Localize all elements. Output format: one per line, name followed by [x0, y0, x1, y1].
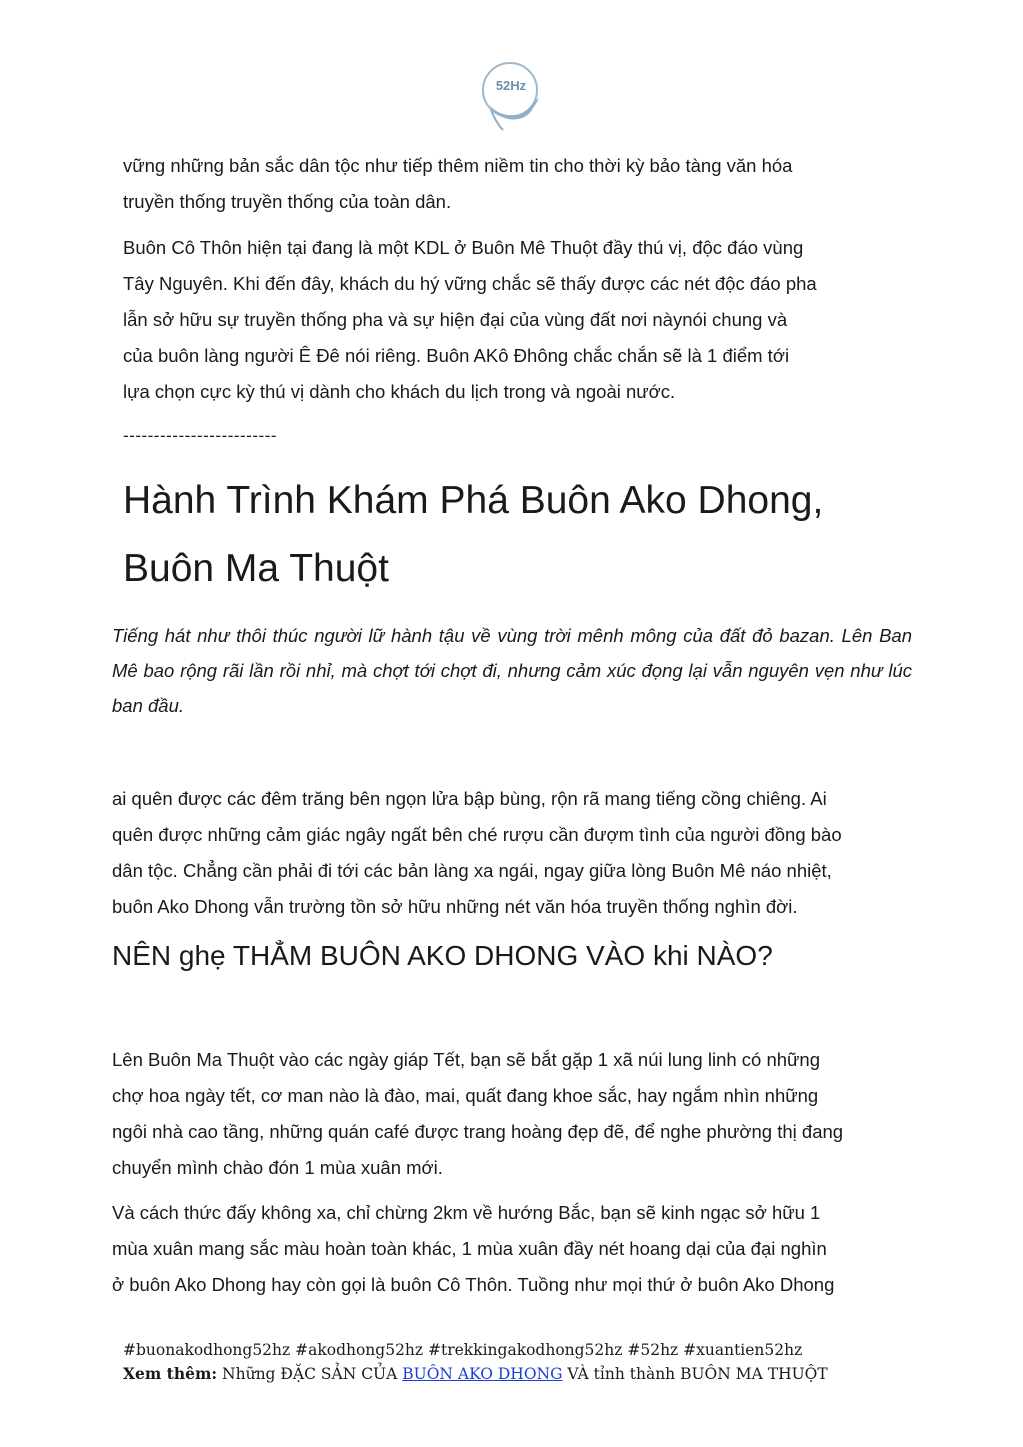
paragraph-line: ở buôn Ako Dhong hay còn gọi là buôn Cô Thôn. Tuồng như mọi thứ ở buôn Ako Dhong: [112, 1274, 835, 1295]
paragraph-line: vững những bản sắc dân tộc như tiếp thêm niềm tin cho thời kỳ bảo tàng văn hóa: [123, 155, 793, 176]
paragraph-1: [123, 148, 913, 220]
paragraph-5: [112, 1195, 912, 1303]
intro-text: Tiếng hát như thôi thúc người lữ hành tậu về vùng trời mênh mông của đất đỏ bazan. Lên Ban Mê bao rộng rãi lần rồi nhỉ, mà chợt tới chợt đi, nhưng cảm xúc đọng lại vẫn nguyên vẹn như lúc ban đầu.: [112, 625, 912, 716]
paragraph-line: dân tộc. Chẳng cần phải đi tới các bản làng xa ngái, ngay giữa lòng Buôn Mê náo nhiệt,: [112, 860, 832, 881]
paragraph-2: [123, 230, 913, 410]
paragraph-line: Buôn Cô Thôn hiện tại đang là một KDL ở Buôn Mê Thuột đầy thú vị, độc đáo vùng: [123, 237, 804, 258]
logo: [477, 60, 545, 134]
footer-see-more: [123, 1362, 828, 1386]
logo-text: 52Hz: [495, 78, 527, 93]
paragraph-line: ngôi nhà cao tầng, những quán café được trang hoàng đẹp đẽ, để nghe phường thị đang: [112, 1121, 844, 1142]
divider: -------------------------: [123, 426, 278, 445]
page-title: [123, 467, 913, 603]
buon-ako-dhong-link[interactable]: BUÔN AKO DHONG: [402, 1365, 563, 1383]
paragraph-line: Tây Nguyên. Khi đến đây, khách du hý vững chắc sẽ thấy được các nét độc đáo pha: [123, 273, 817, 294]
paragraph-line: Và cách thức đấy không xa, chỉ chừng 2km về hướng Bắc, bạn sẽ kinh ngạc sở hữu 1: [112, 1202, 821, 1223]
paragraph-4: [112, 1042, 912, 1186]
paragraph-line: chuyển mình chào đón 1 mùa xuân mới.: [112, 1157, 443, 1178]
paragraph-line: lựa chọn cực kỳ thú vị dành cho khách du lịch trong và ngoài nước.: [123, 381, 676, 402]
paragraph-line: truyền thống truyền thống của toàn dân.: [123, 191, 452, 212]
footer: [123, 1338, 828, 1386]
paragraph-line: Lên Buôn Ma Thuột vào các ngày giáp Tết, bạn sẽ bắt gặp 1 xã núi lung linh có những: [112, 1049, 821, 1070]
see-more-after: VÀ tỉnh thành BUÔN MA THUỘT: [562, 1365, 828, 1383]
footer-hashtags: #buonakodhong52hz #akodhong52hz #trekkingakodhong52hz #52hz #xuantien52hz: [123, 1341, 803, 1359]
paragraph-line: lẫn sở hữu sự truyền thống pha và sự hiện đại của vùng đất nơi nàynói chung và: [123, 309, 788, 330]
whale-logo-icon: [477, 60, 545, 134]
section-heading: NÊN ghẹ THẲM BUÔN AKO DHONG VÀO khi NÀO?: [112, 940, 773, 971]
paragraph-line: buôn Ako Dhong vẫn trường tồn sở hữu những nét văn hóa truyền thống nghìn đời.: [112, 896, 798, 917]
paragraph-line: chợ hoa ngày tết, cơ man nào là đào, mai, quất đang khoe sắc, hay ngắm nhìn những: [112, 1085, 819, 1106]
see-more-label: Xem thêm:: [123, 1364, 218, 1383]
paragraph-line: của buôn làng người Ê Đê nói riêng. Buôn AKô Đhông chắc chắn sẽ là 1 điểm tới: [123, 345, 790, 366]
title-line: Hành Trình Khám Phá Buôn Ako Dhong,: [123, 479, 824, 522]
paragraph-line: quên được những cảm giác ngây ngất bên ché rượu cần đượm tình của người đồng bào: [112, 824, 842, 845]
paragraph-line: ai quên được các đêm trăng bên ngọn lửa bập bùng, rộn rã mang tiếng cồng chiêng. Ai: [112, 788, 827, 809]
paragraph-line: mùa xuân mang sắc màu hoàn toàn khác, 1 mùa xuân đầy nét hoang dại của đại nghìn: [112, 1238, 827, 1259]
paragraph-3: [112, 781, 912, 925]
see-more-before: Những ĐẶC SẢN CỦA: [217, 1365, 403, 1383]
title-line: Buôn Ma Thuột: [123, 547, 389, 590]
